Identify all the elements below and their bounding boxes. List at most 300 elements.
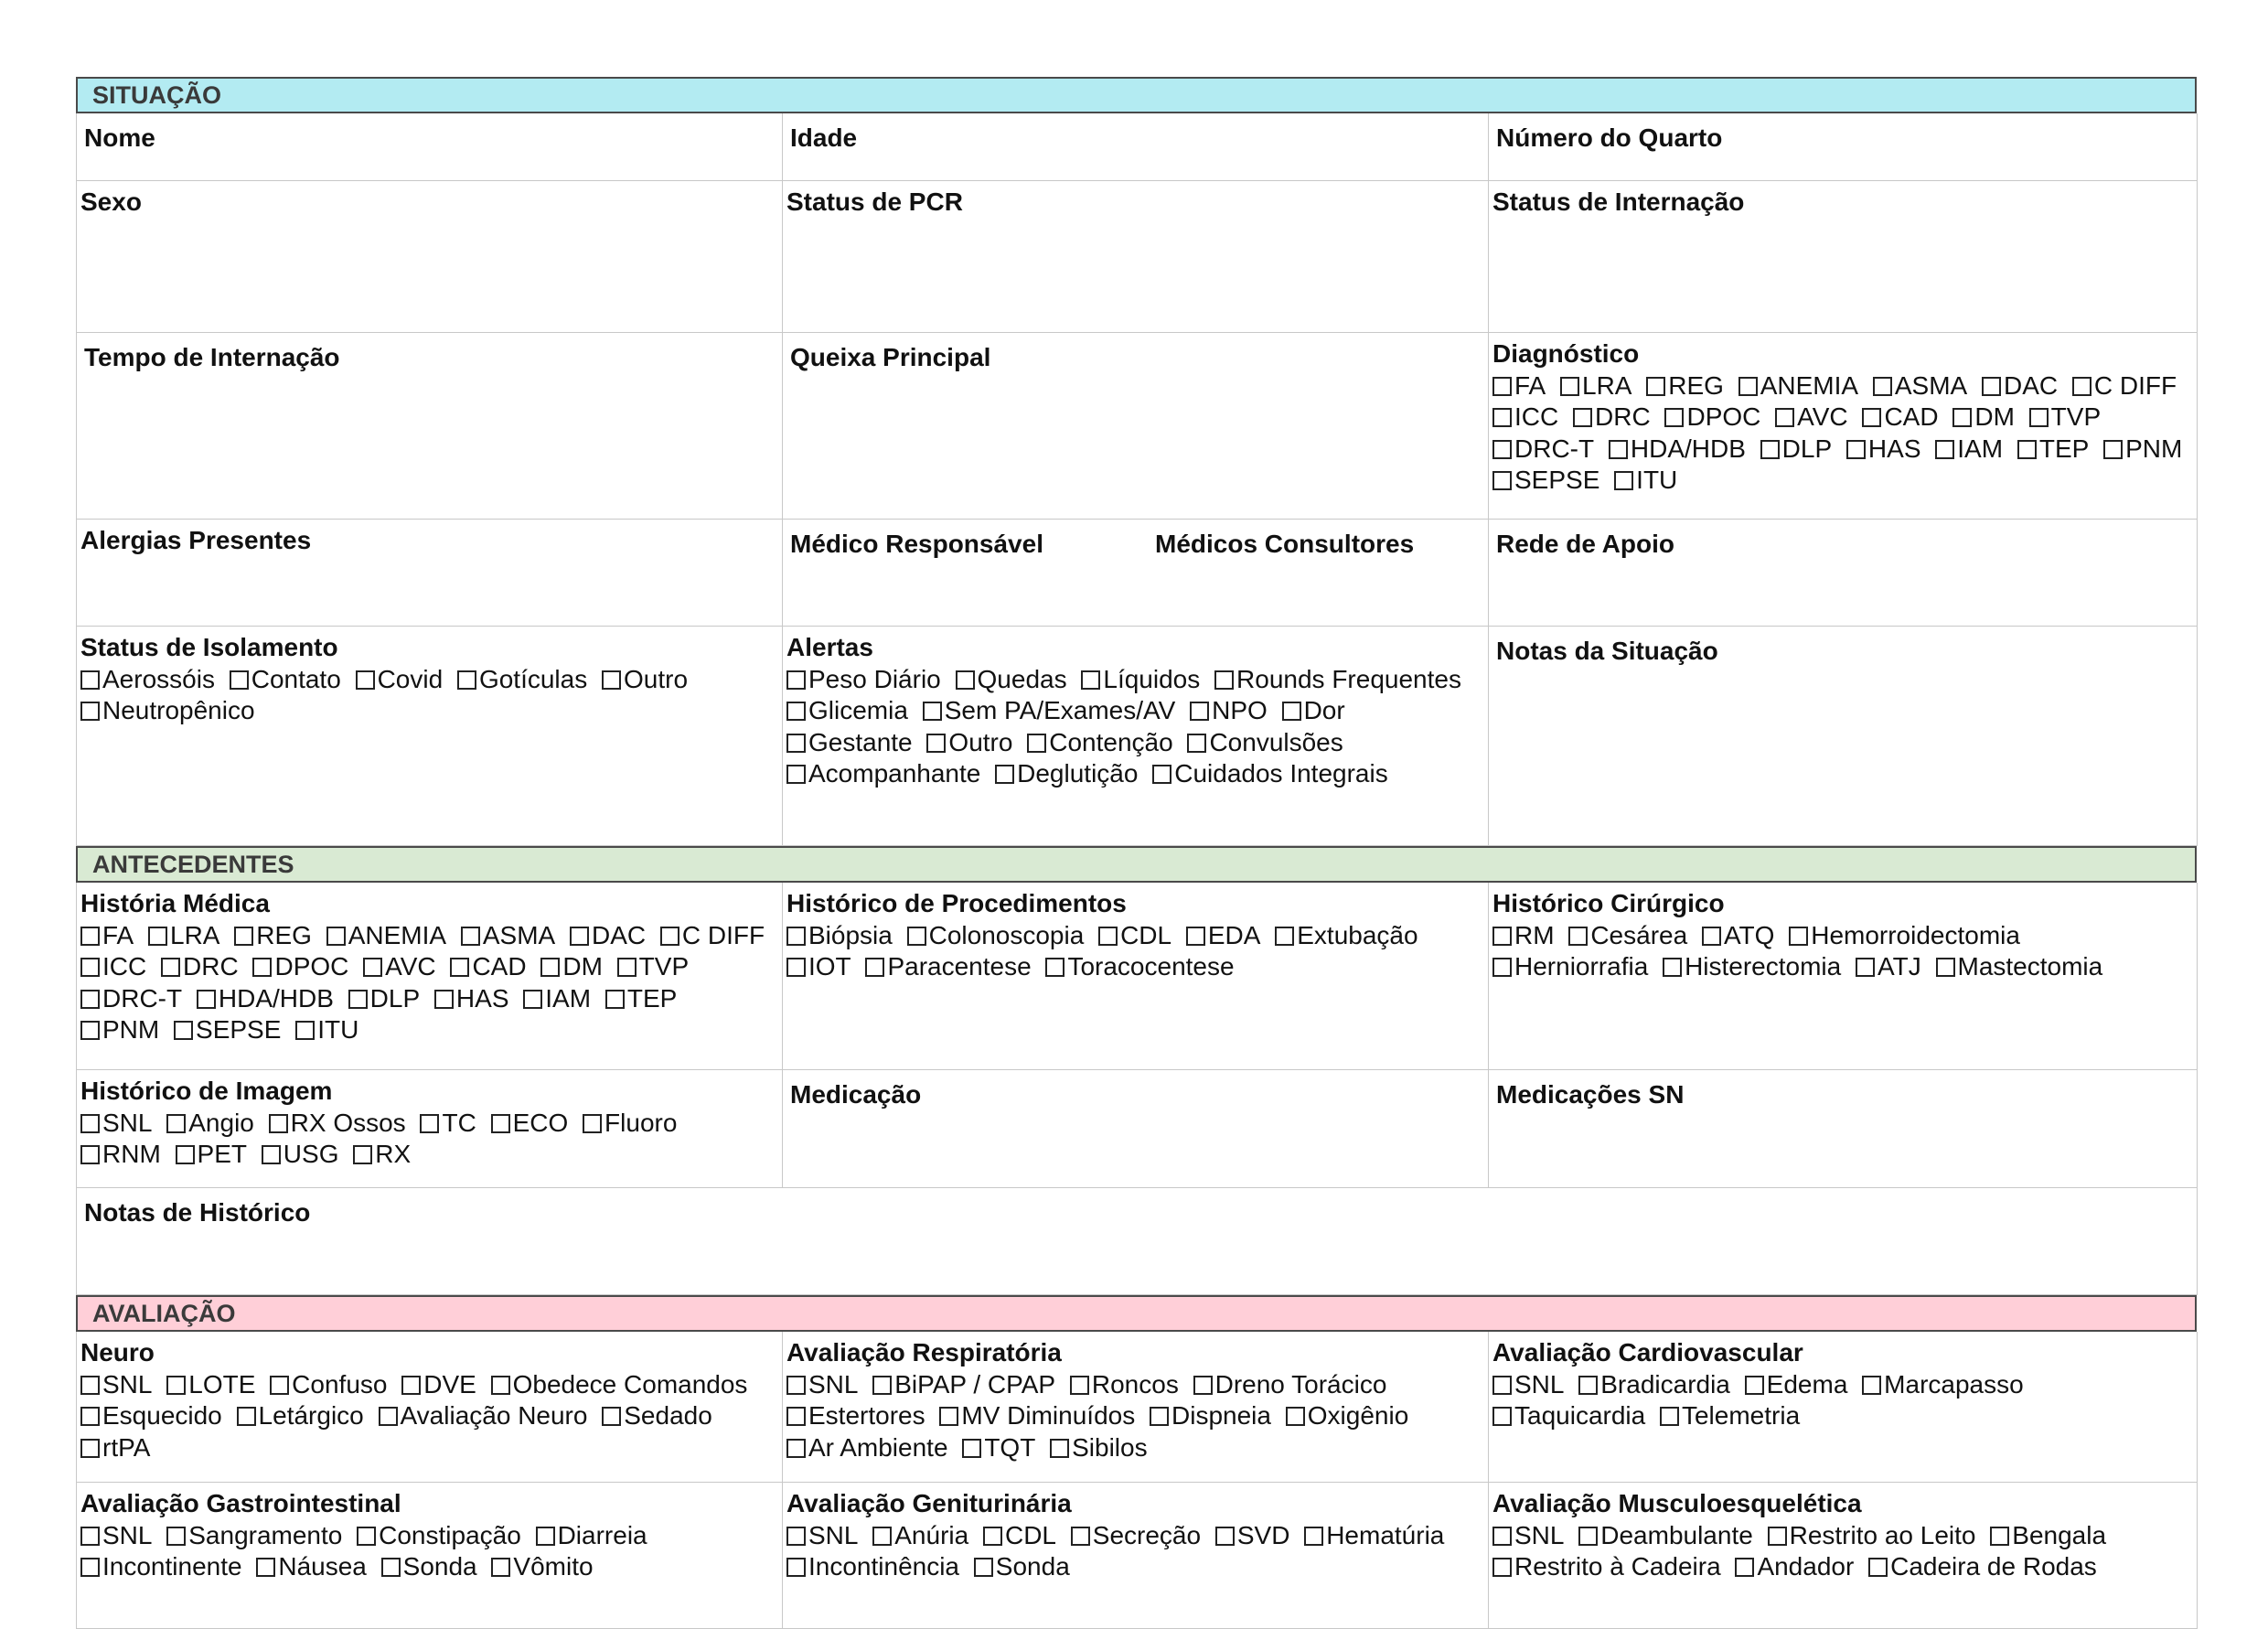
checkbox-icon[interactable] [1492,377,1512,396]
checkbox-option-avaliacao-neuro[interactable] [379,1401,588,1430]
checkbox-icon[interactable] [197,990,216,1009]
checkbox-icon[interactable] [1071,1527,1090,1546]
checkbox-option-covid[interactable] [356,665,444,693]
checkbox-option-iam[interactable] [523,984,591,1013]
checkbox-icon[interactable] [161,958,180,977]
checkbox-icon[interactable] [1152,765,1171,784]
checkbox-icon[interactable] [786,734,806,753]
checkbox-icon[interactable] [1190,702,1209,721]
checkbox-option-lra[interactable] [1560,371,1631,400]
checkbox-icon[interactable] [956,670,975,690]
checkbox-option-eda[interactable] [1186,921,1261,949]
checkbox-icon[interactable] [80,1527,100,1546]
checkbox-icon[interactable] [457,670,476,690]
checkbox-icon[interactable] [379,1407,398,1426]
checkbox-option-herniorrafia[interactable] [1492,952,1648,981]
checkbox-icon[interactable] [1045,958,1064,977]
checkbox-icon[interactable] [872,1376,892,1395]
checkbox-icon[interactable] [491,1376,510,1395]
checkbox-icon[interactable] [357,1527,376,1546]
checkbox-option-tep[interactable] [605,984,677,1013]
field-alergias-presentes[interactable] [77,520,783,627]
checkbox-icon[interactable] [1660,1407,1679,1426]
checkbox-option-anemia[interactable] [326,921,446,949]
field-medicacoes-sn[interactable] [1489,1070,2198,1188]
checkbox-option-atj[interactable] [1856,952,1921,981]
checkbox-option-cad[interactable] [450,952,526,981]
checkbox-option-cdl[interactable] [1098,921,1171,949]
checkbox-option-neutropenico[interactable] [80,696,255,724]
field-status-de-isolamento[interactable] [77,627,783,846]
checkbox-icon[interactable] [1573,408,1592,427]
checkbox-option-mv-diminuidos[interactable] [939,1401,1135,1430]
checkbox-icon[interactable] [1286,1407,1305,1426]
checkbox-option-dm[interactable] [1952,402,2015,431]
checkbox-option-incontinente[interactable] [80,1552,242,1581]
checkbox-option-rounds-frequentes[interactable] [1214,665,1461,693]
checkbox-icon[interactable] [1568,927,1588,946]
checkbox-icon[interactable] [1990,1527,2009,1546]
checkbox-icon[interactable] [602,1407,621,1426]
field-avaliacao-musculoesqueletica[interactable] [1489,1483,2198,1629]
checkbox-option-sonda[interactable] [381,1552,477,1581]
checkbox-icon[interactable] [939,1407,958,1426]
checkbox-option-bradicardia[interactable] [1578,1370,1730,1399]
checkbox-icon[interactable] [80,1558,100,1577]
checkbox-option-anuria[interactable] [872,1521,968,1549]
field-sexo[interactable] [77,181,783,333]
checkbox-icon[interactable] [356,670,375,690]
checkbox-option-snl[interactable] [1492,1521,1564,1549]
field-historia-medica[interactable] [77,883,783,1070]
checkbox-option-contato[interactable] [230,665,341,693]
field-idade[interactable] [783,113,1489,181]
checkbox-icon[interactable] [1027,734,1046,753]
field-avaliacao-geniturinaria[interactable] [783,1483,1489,1629]
checkbox-option-asma[interactable] [1873,371,1967,400]
checkbox-icon[interactable] [80,927,100,946]
checkbox-option-reg[interactable] [234,921,312,949]
checkbox-icon[interactable] [2103,440,2123,459]
checkbox-icon[interactable] [230,670,249,690]
checkbox-option-dpoc[interactable] [1664,402,1760,431]
checkbox-option-pnm[interactable] [2103,434,2182,463]
checkbox-icon[interactable] [786,765,806,784]
field-nome[interactable] [77,113,783,181]
checkbox-option-rtpa[interactable] [80,1433,150,1462]
checkbox-option-dve[interactable] [401,1370,476,1399]
checkbox-icon[interactable] [1214,670,1234,690]
checkbox-option-icc[interactable] [80,952,146,981]
checkbox-icon[interactable] [1304,1527,1323,1546]
checkbox-icon[interactable] [1609,440,1628,459]
field-medicacao[interactable] [783,1070,1489,1188]
checkbox-icon[interactable] [401,1376,421,1395]
checkbox-icon[interactable] [1193,1376,1213,1395]
checkbox-icon[interactable] [1081,670,1100,690]
checkbox-option-lra[interactable] [148,921,219,949]
checkbox-option-constipacao[interactable] [357,1521,521,1549]
checkbox-icon[interactable] [1492,440,1512,459]
checkbox-option-contencao[interactable] [1027,728,1172,756]
checkbox-option-dpoc[interactable] [252,952,348,981]
checkbox-icon[interactable] [540,958,560,977]
checkbox-option-biopsia[interactable] [786,921,893,949]
checkbox-icon[interactable] [80,1407,100,1426]
checkbox-icon[interactable] [1663,958,1682,977]
checkbox-icon[interactable] [353,1145,372,1164]
checkbox-option-diarreia[interactable] [536,1521,647,1549]
checkbox-option-colonoscopia[interactable] [907,921,1085,949]
field-historico-de-procedimentos[interactable] [783,883,1489,1070]
checkbox-icon[interactable] [1578,1376,1598,1395]
checkbox-icon[interactable] [865,958,884,977]
checkbox-option-confuso[interactable] [270,1370,387,1399]
checkbox-icon[interactable] [148,927,167,946]
checkbox-icon[interactable] [1646,377,1665,396]
checkbox-icon[interactable] [1492,1376,1512,1395]
checkbox-option-pet[interactable] [176,1140,247,1168]
checkbox-icon[interactable] [348,990,368,1009]
checkbox-icon[interactable] [1070,1376,1089,1395]
checkbox-option-cesarea[interactable] [1568,921,1687,949]
checkbox-option-avc[interactable] [1775,402,1848,431]
checkbox-option-tep[interactable] [2017,434,2089,463]
field-status-de-internacao[interactable] [1489,181,2198,333]
checkbox-option-usg[interactable] [262,1140,339,1168]
checkbox-icon[interactable] [1492,1558,1512,1577]
checkbox-icon[interactable] [1868,1558,1888,1577]
checkbox-option-dreno-toracico[interactable] [1193,1370,1387,1399]
checkbox-icon[interactable] [1492,958,1512,977]
checkbox-option-sonda[interactable] [974,1552,1070,1581]
checkbox-option-iam[interactable] [1935,434,2003,463]
checkbox-icon[interactable] [461,927,480,946]
checkbox-icon[interactable] [1768,1527,1787,1546]
checkbox-icon[interactable] [1560,377,1579,396]
checkbox-option-letargico[interactable] [237,1401,364,1430]
checkbox-option-tvp[interactable] [617,952,689,981]
checkbox-option-outro[interactable] [602,665,688,693]
checkbox-icon[interactable] [1578,1527,1598,1546]
checkbox-icon[interactable] [80,1376,100,1395]
checkbox-option-atq[interactable] [1702,921,1774,949]
checkbox-icon[interactable] [1745,1376,1764,1395]
checkbox-option-snl[interactable] [80,1109,152,1137]
checkbox-option-toracocentese[interactable] [1045,952,1234,981]
checkbox-icon[interactable] [1186,927,1205,946]
checkbox-icon[interactable] [434,990,454,1009]
checkbox-icon[interactable] [80,670,100,690]
field-notas-da-situacao[interactable] [1489,627,2198,846]
checkbox-icon[interactable] [1150,1407,1169,1426]
checkbox-icon[interactable] [1492,408,1512,427]
field-alertas[interactable] [783,627,1489,846]
checkbox-option-cadeira-de-rodas[interactable] [1868,1552,2097,1581]
checkbox-icon[interactable] [270,1376,289,1395]
checkbox-option-cuidados-integrais[interactable] [1152,759,1387,788]
checkbox-option-sedado[interactable] [602,1401,712,1430]
checkbox-option-dispneia[interactable] [1150,1401,1271,1430]
checkbox-option-fa[interactable] [1492,371,1546,400]
checkbox-icon[interactable] [1098,927,1118,946]
checkbox-icon[interactable] [1846,440,1866,459]
checkbox-icon[interactable] [80,1439,100,1458]
checkbox-icon[interactable] [1873,377,1892,396]
checkbox-option-liquidos[interactable] [1081,665,1200,693]
checkbox-icon[interactable] [252,958,272,977]
checkbox-icon[interactable] [962,1439,981,1458]
checkbox-option-reg[interactable] [1646,371,1724,400]
checkbox-icon[interactable] [491,1558,510,1577]
field-historico-de-imagem[interactable] [77,1070,783,1188]
checkbox-icon[interactable] [1215,1527,1235,1546]
checkbox-option-ar-ambiente[interactable] [786,1433,948,1462]
checkbox-option-cad[interactable] [1862,402,1938,431]
checkbox-option-dm[interactable] [540,952,603,981]
checkbox-option-outro[interactable] [926,728,1012,756]
checkbox-icon[interactable] [926,734,946,753]
checkbox-icon[interactable] [1702,927,1721,946]
checkbox-icon[interactable] [1760,440,1780,459]
checkbox-option-restrito-a-cadeira[interactable] [1492,1552,1721,1581]
checkbox-icon[interactable] [237,1407,256,1426]
field-tempo-de-internacao[interactable] [77,333,783,520]
checkbox-icon[interactable] [1282,702,1301,721]
checkbox-icon[interactable] [786,670,806,690]
checkbox-icon[interactable] [450,958,469,977]
checkbox-icon[interactable] [1789,927,1808,946]
field-numero-do-quarto[interactable] [1489,113,2198,181]
checkbox-icon[interactable] [295,1021,315,1040]
checkbox-option-hemorroidectomia[interactable] [1789,921,2020,949]
checkbox-icon[interactable] [786,1527,806,1546]
checkbox-option-mastectomia[interactable] [1936,952,2103,981]
checkbox-option-drc[interactable] [1573,402,1651,431]
checkbox-option-lote[interactable] [166,1370,255,1399]
field-queixa-principal[interactable] [783,333,1489,520]
checkbox-option-fluoro[interactable] [583,1109,677,1137]
checkbox-icon[interactable] [1275,927,1294,946]
field-avaliacao-respiratoria[interactable] [783,1332,1489,1483]
field-historico-cirurgico[interactable] [1489,883,2198,1070]
checkbox-icon[interactable] [80,1145,100,1164]
checkbox-icon[interactable] [786,1558,806,1577]
checkbox-option-c-diff[interactable] [2072,371,2177,400]
checkbox-icon[interactable] [1735,1558,1754,1577]
checkbox-option-dlp[interactable] [348,984,420,1013]
field-medico-responsavel[interactable] [783,520,1489,627]
checkbox-icon[interactable] [786,927,806,946]
checkbox-option-bengala[interactable] [1990,1521,2106,1549]
checkbox-icon[interactable] [1775,408,1794,427]
checkbox-option-sangramento[interactable] [166,1521,342,1549]
checkbox-icon[interactable] [80,1114,100,1133]
checkbox-option-hda-hdb[interactable] [1609,434,1746,463]
checkbox-option-secrecao[interactable] [1071,1521,1201,1549]
checkbox-option-peso-diario[interactable] [786,665,941,693]
checkbox-option-deambulante[interactable] [1578,1521,1753,1549]
checkbox-icon[interactable] [80,990,100,1009]
checkbox-option-itu[interactable] [295,1015,358,1044]
field-notas-de-historico[interactable] [77,1188,2198,1295]
checkbox-option-cdl[interactable] [983,1521,1056,1549]
checkbox-icon[interactable] [326,927,346,946]
checkbox-option-sepse[interactable] [1492,466,1599,494]
checkbox-option-has[interactable] [434,984,509,1013]
checkbox-icon[interactable] [166,1527,186,1546]
checkbox-icon[interactable] [1050,1439,1069,1458]
checkbox-option-incontinencia[interactable] [786,1552,959,1581]
checkbox-option-acompanhante[interactable] [786,759,980,788]
checkbox-icon[interactable] [786,702,806,721]
field-rede-de-apoio[interactable] [1489,520,2198,627]
checkbox-icon[interactable] [381,1558,401,1577]
checkbox-icon[interactable] [1492,1527,1512,1546]
checkbox-option-convulsoes[interactable] [1187,728,1343,756]
checkbox-option-rx[interactable] [353,1140,411,1168]
checkbox-option-obedece-comandos[interactable] [491,1370,748,1399]
checkbox-icon[interactable] [602,670,621,690]
checkbox-icon[interactable] [1664,408,1684,427]
checkbox-option-icc[interactable] [1492,402,1558,431]
checkbox-option-dac[interactable] [1982,371,2058,400]
checkbox-option-dlp[interactable] [1760,434,1832,463]
checkbox-option-iot[interactable] [786,952,851,981]
checkbox-icon[interactable] [786,1439,806,1458]
checkbox-icon[interactable] [523,990,542,1009]
checkbox-icon[interactable] [605,990,625,1009]
checkbox-option-estertores[interactable] [786,1401,925,1430]
field-diagnostico[interactable] [1489,333,2198,520]
checkbox-option-tc[interactable] [420,1109,476,1137]
checkbox-icon[interactable] [995,765,1014,784]
checkbox-option-taquicardia[interactable] [1492,1401,1645,1430]
checkbox-option-gestante[interactable] [786,728,913,756]
checkbox-option-marcapasso[interactable] [1862,1370,2024,1399]
checkbox-icon[interactable] [1982,377,2001,396]
checkbox-icon[interactable] [80,702,100,721]
checkbox-option-vomito[interactable] [491,1552,593,1581]
checkbox-icon[interactable] [80,958,100,977]
field-neuro[interactable] [77,1332,783,1483]
checkbox-icon[interactable] [1952,408,1972,427]
checkbox-icon[interactable] [363,958,382,977]
checkbox-icon[interactable] [923,702,942,721]
checkbox-option-andador[interactable] [1735,1552,1854,1581]
checkbox-icon[interactable] [983,1527,1002,1546]
checkbox-option-angio[interactable] [166,1109,254,1137]
checkbox-option-dor[interactable] [1282,696,1345,724]
checkbox-icon[interactable] [176,1145,195,1164]
checkbox-option-sepse[interactable] [174,1015,281,1044]
field-avaliacao-gastrointestinal[interactable] [77,1483,783,1629]
checkbox-icon[interactable] [907,927,926,946]
checkbox-option-glicemia[interactable] [786,696,908,724]
checkbox-option-extubacao[interactable] [1275,921,1418,949]
checkbox-option-itu[interactable] [1614,466,1677,494]
checkbox-option-npo[interactable] [1190,696,1268,724]
field-avaliacao-cardiovascular[interactable] [1489,1332,2198,1483]
checkbox-option-esquecido[interactable] [80,1401,222,1430]
checkbox-icon[interactable] [617,958,637,977]
checkbox-option-rm[interactable] [1492,921,1555,949]
checkbox-icon[interactable] [491,1114,510,1133]
checkbox-option-sem-pa-exames-av[interactable] [923,696,1176,724]
checkbox-option-tqt[interactable] [962,1433,1035,1462]
checkbox-option-avc[interactable] [363,952,436,981]
checkbox-option-tvp[interactable] [2029,402,2101,431]
checkbox-option-sibilos[interactable] [1050,1433,1147,1462]
checkbox-option-rx-ossos[interactable] [269,1109,406,1137]
checkbox-option-hematuria[interactable] [1304,1521,1444,1549]
checkbox-icon[interactable] [2072,377,2091,396]
checkbox-icon[interactable] [420,1114,439,1133]
checkbox-option-c-diff[interactable] [660,921,765,949]
checkbox-icon[interactable] [1492,927,1512,946]
checkbox-icon[interactable] [536,1527,555,1546]
checkbox-option-snl[interactable] [786,1370,858,1399]
checkbox-option-svd[interactable] [1215,1521,1290,1549]
checkbox-option-edema[interactable] [1745,1370,1848,1399]
checkbox-icon[interactable] [1862,1376,1881,1395]
checkbox-option-quedas[interactable] [956,665,1067,693]
checkbox-option-drc-t[interactable] [80,984,182,1013]
checkbox-icon[interactable] [1862,408,1881,427]
checkbox-icon[interactable] [1187,734,1206,753]
checkbox-icon[interactable] [166,1114,186,1133]
checkbox-icon[interactable] [786,1407,806,1426]
checkbox-option-aerossois[interactable] [80,665,215,693]
checkbox-option-paracentese[interactable] [865,952,1031,981]
checkbox-icon[interactable] [2029,408,2049,427]
checkbox-icon[interactable] [1936,958,1955,977]
checkbox-icon[interactable] [786,958,806,977]
checkbox-option-dac[interactable] [570,921,646,949]
checkbox-icon[interactable] [1614,471,1633,490]
checkbox-option-rnm[interactable] [80,1140,161,1168]
checkbox-icon[interactable] [786,1376,806,1395]
checkbox-icon[interactable] [1492,471,1512,490]
checkbox-option-roncos[interactable] [1070,1370,1179,1399]
checkbox-option-degluticao[interactable] [995,759,1138,788]
checkbox-icon[interactable] [1738,377,1758,396]
checkbox-icon[interactable] [2017,440,2037,459]
checkbox-option-eco[interactable] [491,1109,569,1137]
checkbox-option-anemia[interactable] [1738,371,1858,400]
checkbox-icon[interactable] [660,927,679,946]
checkbox-option-drc-t[interactable] [1492,434,1594,463]
checkbox-option-histerectomia[interactable] [1663,952,1841,981]
checkbox-option-goticulas[interactable] [457,665,587,693]
checkbox-option-pnm[interactable] [80,1015,159,1044]
checkbox-icon[interactable] [1856,958,1875,977]
checkbox-option-snl[interactable] [786,1521,858,1549]
checkbox-option-nausea[interactable] [256,1552,367,1581]
checkbox-option-oxigenio[interactable] [1286,1401,1409,1430]
checkbox-icon[interactable] [583,1114,602,1133]
checkbox-icon[interactable] [872,1527,892,1546]
checkbox-icon[interactable] [1935,440,1954,459]
checkbox-option-telemetria[interactable] [1660,1401,1800,1430]
checkbox-option-drc[interactable] [161,952,239,981]
checkbox-option-fa[interactable] [80,921,134,949]
checkbox-icon[interactable] [974,1558,993,1577]
checkbox-option-asma[interactable] [461,921,555,949]
checkbox-icon[interactable] [262,1145,281,1164]
checkbox-option-has[interactable] [1846,434,1921,463]
checkbox-icon[interactable] [166,1376,186,1395]
